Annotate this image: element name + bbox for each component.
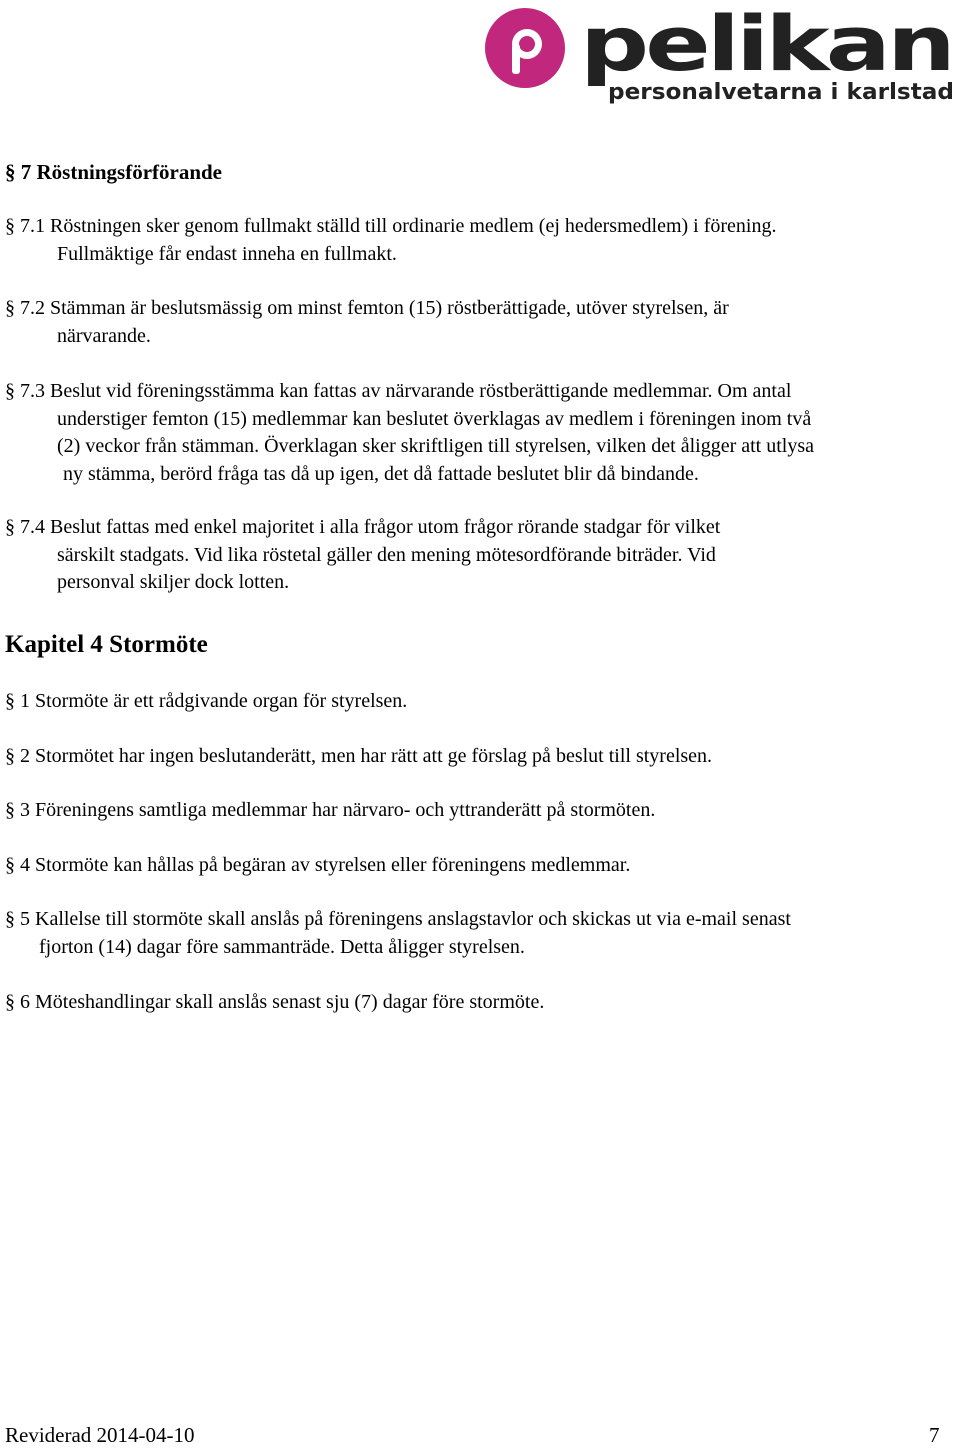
paragraph-line: § 2 Stormötet har ingen beslutanderätt, men har rätt att ge förslag på beslut till styrelsen. xyxy=(5,745,713,767)
paragraph-line: § 4 Stormöte kan hållas på begäran av styrelsen eller föreningens medlemmar. xyxy=(5,854,631,876)
paragraph-line: ny stämma, berörd fråga tas då up igen, det då fattade beslutet blir då bindande. xyxy=(63,462,699,485)
paragraph-line: understiger femton (15) medlemmar kan beslutet överklagas av medlem i föreningen inom två xyxy=(57,407,812,430)
chapter-4-paragraph-5 xyxy=(5,906,791,961)
paragraph-line: särskilt stadgats. Vid lika röstetal gäller den mening mötesordförande biträder. Vid xyxy=(57,543,716,566)
paragraph-line: § 7.3 Beslut vid föreningsstämma kan fattas av närvarande röstberättigande medlemmar. Om antal xyxy=(5,380,792,402)
paragraph-line: personval skiljer dock lotten. xyxy=(57,571,290,593)
paragraph-7-1 xyxy=(5,213,776,268)
pelikan-logo xyxy=(482,4,960,108)
logo-tagline: personalvetarna i karlstad xyxy=(608,80,954,105)
paragraph-line: § 1 Stormöte är ett rådgivande organ för styrelsen. xyxy=(5,690,408,712)
paragraph-line: fjorton (14) dagar före sammanträde. Detta åligger styrelsen. xyxy=(39,935,525,958)
paragraph-line: § 3 Föreningens samtliga medlemmar har närvaro- och yttranderätt på stormöten. xyxy=(5,799,656,821)
paragraph-line: (2) veckor från stämman. Överklagan sker skriftligen till styrelsen, vilken det åligger att utlysa xyxy=(57,435,814,457)
footer-revised-date: Reviderad 2014-04-10 xyxy=(5,1423,195,1447)
paragraph-7-4 xyxy=(5,514,720,597)
paragraph-line: närvarande. xyxy=(57,324,151,347)
footer-page-number: 7 xyxy=(929,1423,940,1447)
paragraph-line: § 7.2 Stämman är beslutsmässig om minst femton (15) röstberättigade, utöver styrelsen, är xyxy=(5,297,729,319)
chapter-4-heading: Kapitel 4 Stormöte xyxy=(5,631,208,658)
paragraph-line: § 7.1 Röstningen sker genom fullmakt ställd till ordinarie medlem (ej hedersmedlem) i förening. xyxy=(5,215,777,237)
chapter-4-paragraph-4 xyxy=(5,852,630,880)
chapter-4-paragraph-6 xyxy=(5,989,544,1017)
paragraph-7-3 xyxy=(5,378,814,488)
chapter-4-paragraph-2 xyxy=(5,743,712,771)
paragraph-line: § 7.4 Beslut fattas med enkel majoritet i alla frågor utom frågor rörande stadgar för vilket xyxy=(5,516,721,538)
chapter-4-paragraph-3 xyxy=(5,797,655,825)
logo-wordmark: pelikan xyxy=(580,4,952,88)
paragraph-line: Fullmäktige får endast inneha en fullmakt. xyxy=(57,242,397,265)
paragraph-line: § 5 Kallelse till stormöte skall anslås på föreningens anslagstavlor och skickas ut via e-mail senast xyxy=(5,908,791,930)
chapter-4-paragraph-1 xyxy=(5,688,407,716)
paragraph-line: § 6 Möteshandlingar skall anslås senast sju (7) dagar före stormöte. xyxy=(5,991,545,1013)
section-7-heading: § 7 Röstningsförförande xyxy=(5,160,223,184)
paragraph-7-2 xyxy=(5,295,729,350)
